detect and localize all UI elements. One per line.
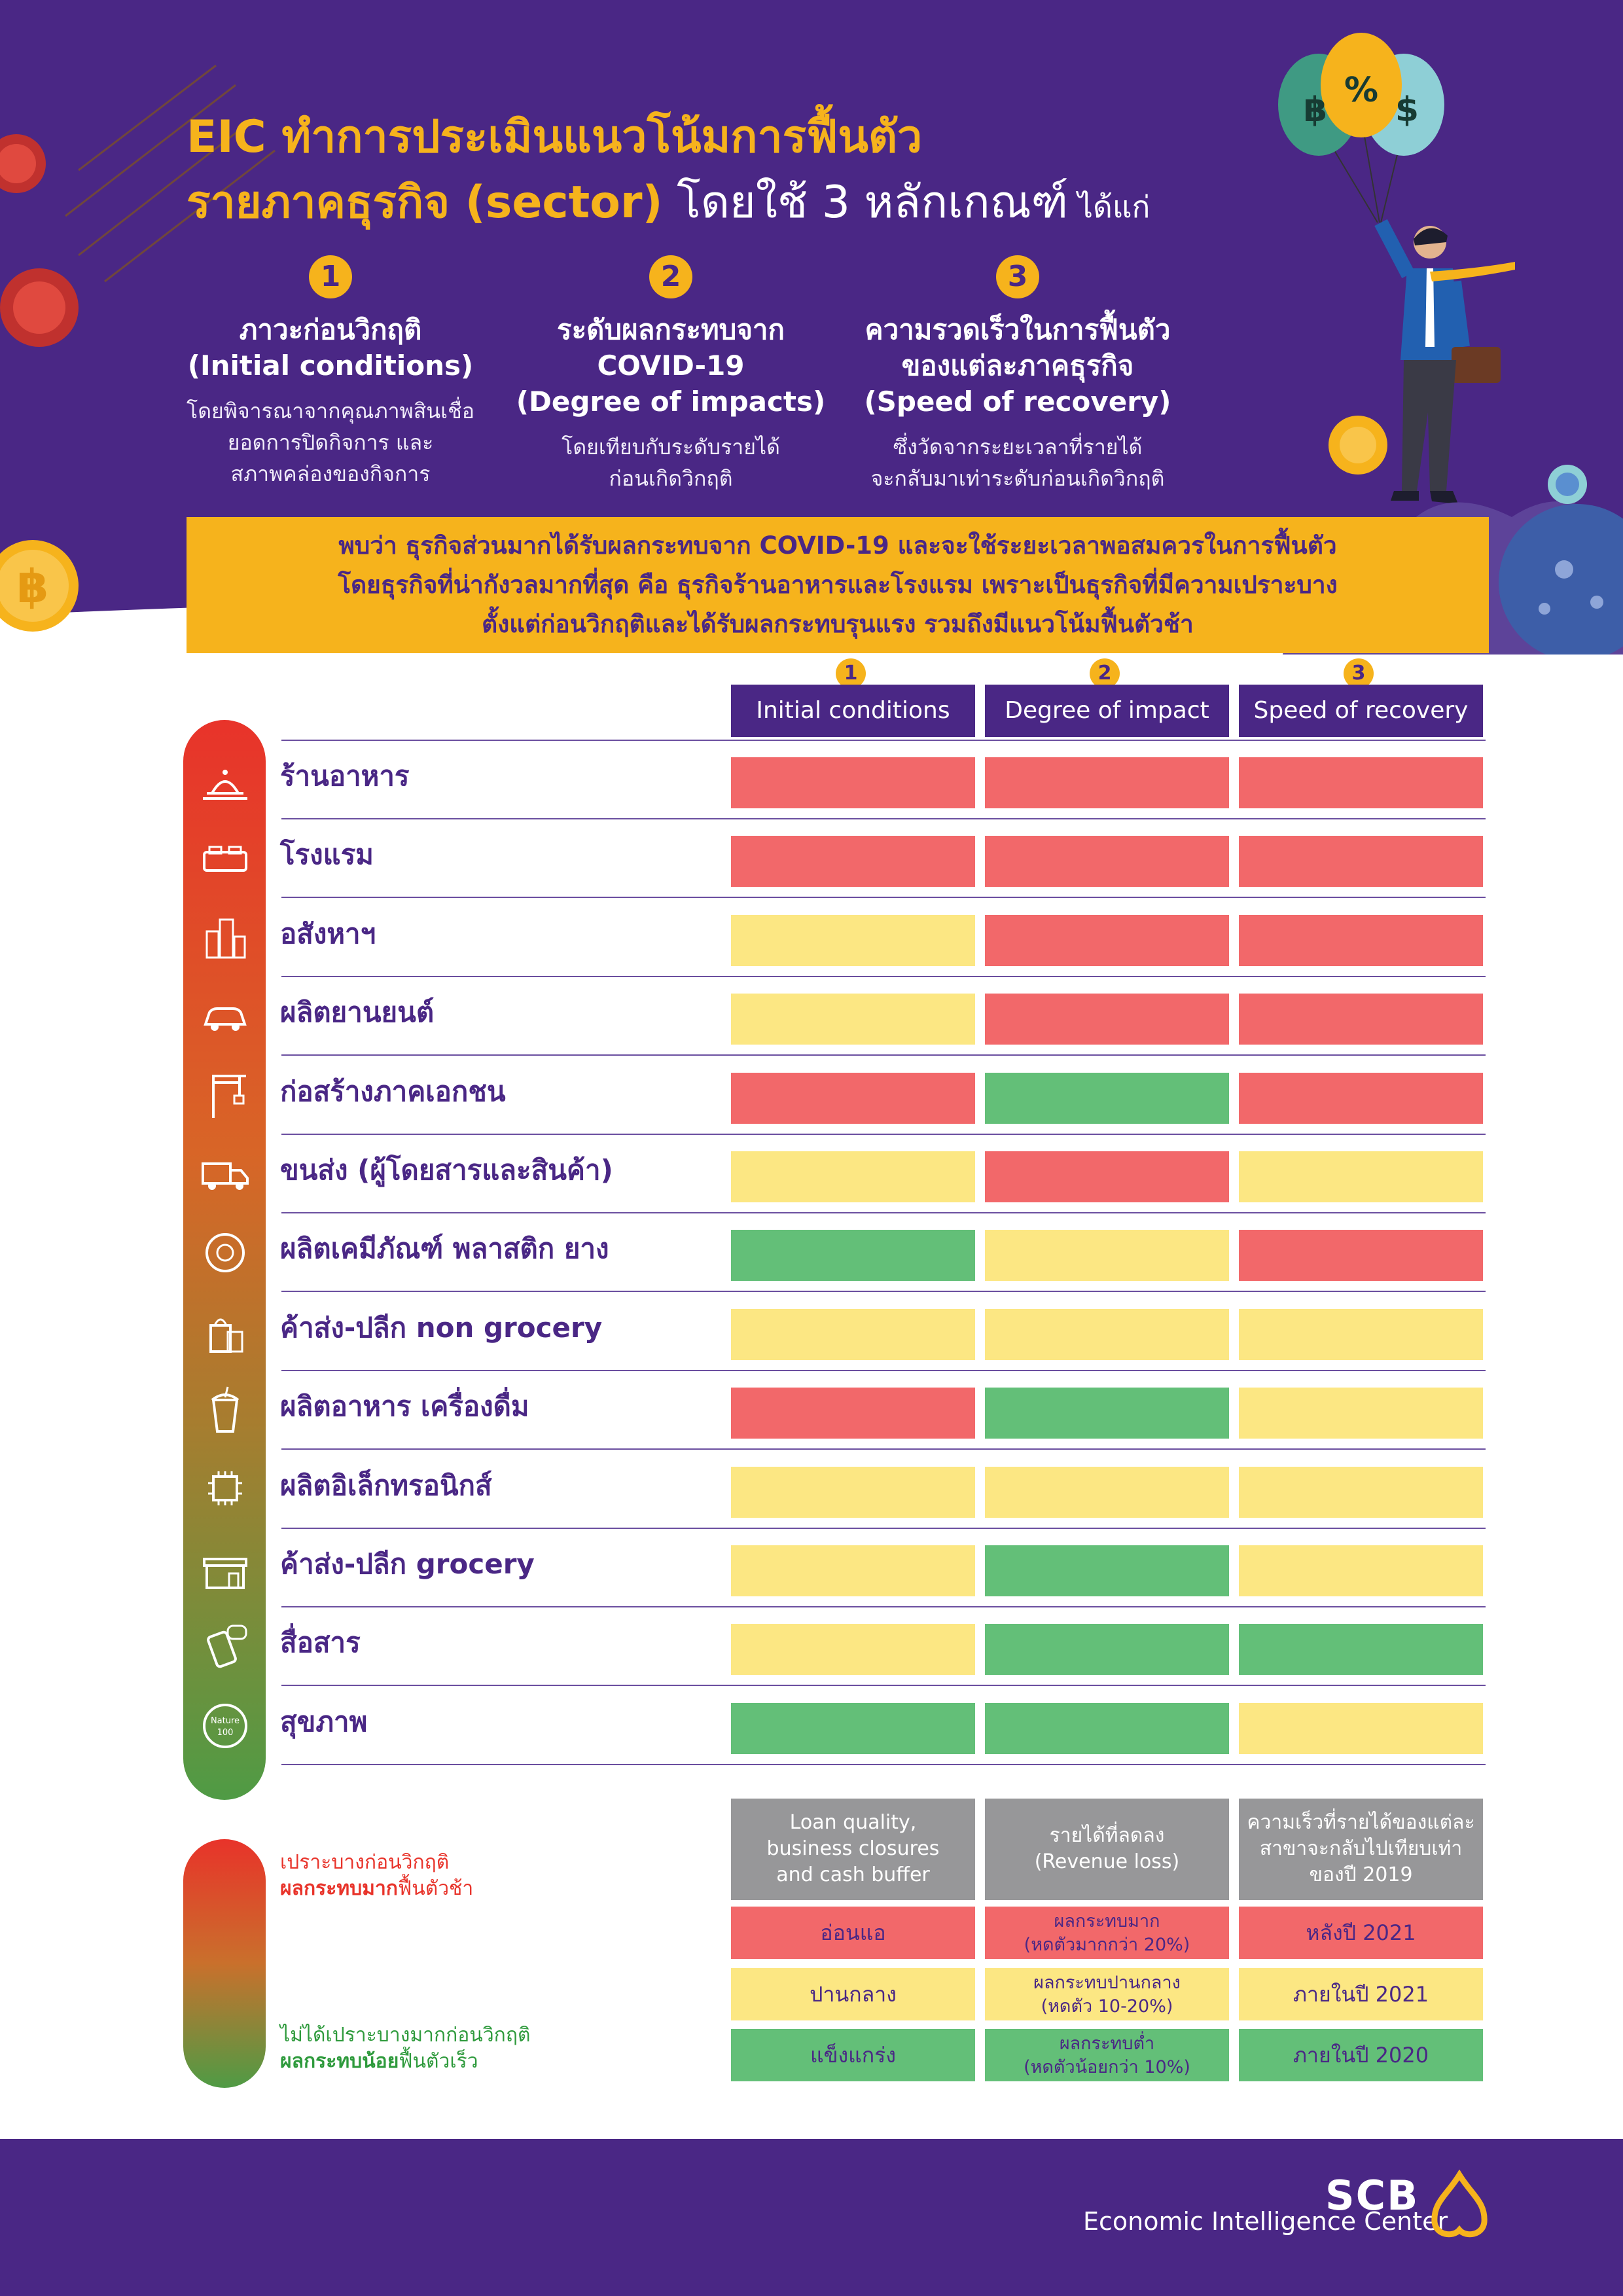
rating-cell-red: [985, 994, 1229, 1045]
row-divider: [281, 1448, 1486, 1450]
scb-logo-text: SCB: [1325, 2172, 1419, 2219]
rating-cell-red: [985, 915, 1229, 966]
sector-name: ค้าส่ง-ปลีก non grocery: [280, 1311, 603, 1344]
rating-cell-yellow: [1239, 1467, 1483, 1518]
criterion-description: [834, 431, 1201, 494]
title-line-2: [187, 170, 1299, 240]
criterion-heading-line: ภาวะก่อนวิกฤติ: [239, 314, 422, 346]
sector-name: ผลิตเคมีภัณฑ์ พลาสติก ยาง: [280, 1232, 609, 1265]
rating-cell-yellow: [1239, 1309, 1483, 1360]
legend-cell-line: ผลกระทบมาก: [1054, 1911, 1160, 1931]
rating-cell-red: [1239, 757, 1483, 808]
rating-cell-green: [985, 1073, 1229, 1124]
crane-icon: [194, 1063, 257, 1126]
legend-gradient-bar: [183, 1839, 266, 2088]
legend-header-1: [731, 1799, 975, 1900]
legend-cell-yellow: ภายในปี 2021: [1239, 1968, 1483, 2020]
criterion-3: [834, 255, 1201, 494]
rating-cell-red: [731, 1388, 975, 1439]
criterion-heading-line: (Initial conditions): [187, 350, 474, 382]
sector-name: ร้านอาหาร: [280, 760, 410, 792]
rating-cell-yellow: [1239, 1545, 1483, 1596]
column-number-3: 3: [1344, 658, 1374, 689]
title-line-2-small: ได้แก่: [1068, 189, 1150, 224]
drink-cup-icon: [194, 1378, 257, 1441]
rating-cell-yellow: [731, 1624, 975, 1675]
page-title: [187, 105, 1299, 240]
legend-top-line: เปราะบางก่อนวิกฤติ: [280, 1851, 450, 1874]
rating-cell-yellow: [731, 994, 975, 1045]
legend-cell-line: (หดตัวน้อยกว่า 10%): [1024, 2057, 1190, 2077]
legend-bottom-rest: ฟื้นตัวเร็ว: [399, 2050, 478, 2073]
legend-cell-line: (หดตัวมากกว่า 20%): [1024, 1935, 1190, 1955]
rating-cell-yellow: [731, 915, 975, 966]
row-divider: [281, 1054, 1486, 1056]
title-line-2-rest: โดยใช้ 3 หลักเกณฑ์: [662, 177, 1069, 228]
rating-cell-green: [731, 1230, 975, 1281]
criterion-desc-line: ก่อนเกิดวิกฤติ: [609, 466, 733, 491]
rating-cell-yellow: [731, 1309, 975, 1360]
sector-name: ผลิตอาหาร เครื่องดื่ม: [280, 1390, 529, 1423]
criterion-heading-line: (Degree of impacts): [516, 386, 826, 418]
legend-cell-red: หลังปี 2021: [1239, 1907, 1483, 1959]
rating-cell-yellow: [731, 1151, 975, 1202]
row-divider: [281, 1134, 1486, 1135]
rating-cell-yellow: [731, 1545, 975, 1596]
key-finding-banner: [187, 517, 1489, 653]
banner-line: พบว่า ธุรกิจส่วนมากได้รับผลกระทบจาก COVID-19 และจะใช้ระยะเวลาพอสมควรในการฟื้นตัว: [338, 531, 1337, 560]
rating-cell-green: [1239, 1624, 1483, 1675]
legend-cell-green: แข็งแกร่ง: [731, 2029, 975, 2081]
criterion-desc-line: สภาพคล่องของกิจการ: [230, 461, 431, 486]
sector-name: ก่อสร้างภาคเอกชน: [280, 1075, 506, 1107]
criterion-desc-line: โดยเทียบกับระดับรายได้: [562, 435, 780, 459]
criterion-desc-line: จะกลับมาเท่าระดับก่อนเกิดวิกฤติ: [870, 466, 1165, 491]
tire-icon: [194, 1220, 257, 1283]
legend-cell-line: ผลกระทบต่ำ: [1059, 2034, 1155, 2054]
title-line-2-bold: รายภาคธุรกิจ (sector): [187, 177, 663, 228]
column-header-initial-conditions: Initial conditions: [731, 685, 975, 737]
virus-icon: [0, 121, 59, 206]
criterion-number: 2: [649, 255, 692, 298]
criterion-heading-line: ระดับผลกระทบจาก: [557, 314, 785, 346]
balloon-baht-label: ฿: [1303, 90, 1328, 130]
criterion-2: [488, 255, 854, 494]
criterion-desc-line: ยอดการปิดกิจการ และ: [227, 430, 434, 455]
legend-header-line: business closures: [766, 1837, 940, 1860]
rating-cell-green: [985, 1388, 1229, 1439]
row-divider: [281, 1528, 1486, 1529]
storefront-icon: [194, 1535, 257, 1598]
rating-cell-green: [985, 1624, 1229, 1675]
rating-cell-yellow: [731, 1467, 975, 1518]
car-icon: [194, 984, 257, 1047]
criterion-heading-line: COVID-19: [597, 350, 745, 382]
rating-cell-red: [1239, 1230, 1483, 1281]
sector-name: อสังหาฯ: [280, 917, 376, 950]
legend-cell-yellow: [985, 1968, 1229, 2020]
rating-cell-yellow: [1239, 1703, 1483, 1754]
rating-cell-red: [731, 757, 975, 808]
criterion-heading: [147, 312, 514, 384]
column-number-2: 2: [1090, 658, 1120, 689]
rating-cell-yellow: [1239, 1151, 1483, 1202]
rating-cell-green: [985, 1545, 1229, 1596]
legend-header-2: [985, 1799, 1229, 1900]
rating-cell-red: [731, 836, 975, 887]
rating-cell-red: [731, 1073, 975, 1124]
legend-bottom-bold: ผลกระทบน้อย: [280, 2050, 399, 2073]
rating-cell-red: [1239, 994, 1483, 1045]
row-divider: [281, 1212, 1486, 1213]
row-divider: [281, 1685, 1486, 1686]
balloon-percent-label: %: [1344, 71, 1379, 110]
coin-symbol: ฿: [16, 560, 49, 613]
legend-top-text: [280, 1850, 473, 1902]
microchip-icon: [194, 1457, 257, 1520]
rating-cell-yellow: [1239, 1388, 1483, 1439]
legend-header-line: สาขาจะกลับไปเทียบเท่า: [1259, 1837, 1463, 1860]
row-divider: [281, 1291, 1486, 1292]
criterion-description: [488, 431, 854, 494]
virus-icon: [0, 262, 92, 353]
icon-label: Nature: [210, 1715, 240, 1726]
row-divider: [281, 818, 1486, 819]
balloon-dollar-label: $: [1395, 90, 1419, 130]
column-header-degree-of-impact: Degree of impact: [985, 685, 1229, 737]
criterion-number: 1: [309, 255, 352, 298]
row-divider: [281, 740, 1486, 741]
criterion-heading: [834, 312, 1201, 420]
scb-emblem-icon: [1427, 2170, 1492, 2242]
sector-name: สื่อสาร: [280, 1626, 361, 1659]
legend-top-bold: ผลกระทบมาก: [280, 1877, 398, 1900]
sector-name: สุขภาพ: [280, 1705, 368, 1738]
rating-cell-yellow: [985, 1309, 1229, 1360]
legend-cell-red: อ่อนแอ: [731, 1907, 975, 1959]
legend-header-line: Loan quality,: [789, 1811, 917, 1834]
rating-cell-red: [1239, 836, 1483, 887]
sector-name: โรงแรม: [280, 838, 374, 871]
legend-top-rest: ฟื้นตัวช้า: [397, 1877, 474, 1900]
rating-cell-green: [731, 1703, 975, 1754]
sector-name: ค้าส่ง-ปลีก grocery: [280, 1548, 535, 1580]
legend-header-3: [1239, 1799, 1483, 1900]
legend-bottom-text: [280, 2022, 530, 2075]
rating-cell-green: [985, 1703, 1229, 1754]
title-line-1: EIC ทำการประเมินแนวโน้มการฟื้นตัว: [187, 111, 923, 163]
criterion-number: 3: [996, 255, 1039, 298]
criterion-1: [147, 255, 514, 490]
row-divider: [281, 1370, 1486, 1371]
legend-header-line: (Revenue loss): [1034, 1850, 1180, 1873]
buildings-icon: [194, 905, 257, 968]
bed-icon: [194, 826, 257, 889]
banner-line: ตั้งแต่ก่อนวิกฤติและได้รับผลกระทบรุนแรง รวมถึงมีแนวโน้มฟื้นตัวช้า: [482, 610, 1194, 638]
criterion-desc-line: โดยพิจารณาจากคุณภาพสินเชื่อ: [187, 399, 474, 423]
legend-cell-line: ผลกระทบปานกลาง: [1033, 1973, 1181, 1993]
row-divider: [281, 897, 1486, 898]
legend-cell-yellow: ปานกลาง: [731, 1968, 975, 2020]
criterion-heading: [488, 312, 854, 420]
banner-line: โดยธุรกิจที่น่ากังวลมากที่สุด คือ ธุรกิจร้านอาหารและโรงแรม เพราะเป็นธุรกิจที่มีความเปราะบาง: [338, 571, 1338, 599]
rating-cell-red: [1239, 915, 1483, 966]
rating-cell-red: [985, 757, 1229, 808]
legend-cell-red: [985, 1907, 1229, 1959]
shopping-bag-icon: [194, 1299, 257, 1362]
sector-name: ขนส่ง (ผู้โดยสารและสินค้า): [280, 1154, 613, 1186]
legend-cell-line: (หดตัว 10-20%): [1041, 1996, 1173, 2017]
rating-cell-red: [985, 1151, 1229, 1202]
phone-chat-icon: [194, 1614, 257, 1677]
bitcoin-coin-icon: [0, 537, 82, 635]
sector-name: ผลิตยานยนต์: [280, 996, 435, 1029]
rating-cell-red: [1239, 1073, 1483, 1124]
legend-header-line: and cash buffer: [776, 1863, 930, 1886]
criterion-heading-line: ของแต่ละภาคธุรกิจ: [901, 350, 1134, 382]
nature-badge-icon: [194, 1693, 257, 1756]
row-divider: [281, 976, 1486, 977]
legend-header-line: รายได้ที่ลดลง: [1049, 1824, 1165, 1847]
footer-organization: Economic Intelligence Center: [1083, 2207, 1448, 2236]
criterion-heading-line: ความรวดเร็วในการฟื้นตัว: [865, 314, 1171, 346]
serving-tray-icon: [194, 747, 257, 810]
rating-cell-yellow: [985, 1467, 1229, 1518]
icon-label: 100: [217, 1727, 234, 1738]
row-divider: [281, 1764, 1486, 1765]
legend-header-line: ความเร็วที่รายได้ของแต่ละ: [1247, 1811, 1475, 1834]
row-divider: [281, 1606, 1486, 1607]
truck-icon: [194, 1141, 257, 1204]
legend-bottom-line: ไม่ได้เปราะบางมากก่อนวิกฤติ: [280, 2024, 531, 2047]
legend-cell-green: ภายในปี 2020: [1239, 2029, 1483, 2081]
criterion-desc-line: ซึ่งวัดจากระยะเวลาที่รายได้: [893, 435, 1143, 459]
rating-cell-yellow: [985, 1230, 1229, 1281]
sector-name: ผลิตอิเล็กทรอนิกส์: [280, 1469, 492, 1501]
legend-cell-green: [985, 2029, 1229, 2081]
column-number-1: 1: [836, 658, 866, 689]
column-header-speed-of-recovery: Speed of recovery: [1239, 685, 1483, 737]
legend-header-line: ของปี 2019: [1309, 1863, 1413, 1886]
rating-cell-red: [985, 836, 1229, 887]
criterion-heading-line: (Speed of recovery): [864, 386, 1171, 418]
criterion-description: [147, 395, 514, 490]
